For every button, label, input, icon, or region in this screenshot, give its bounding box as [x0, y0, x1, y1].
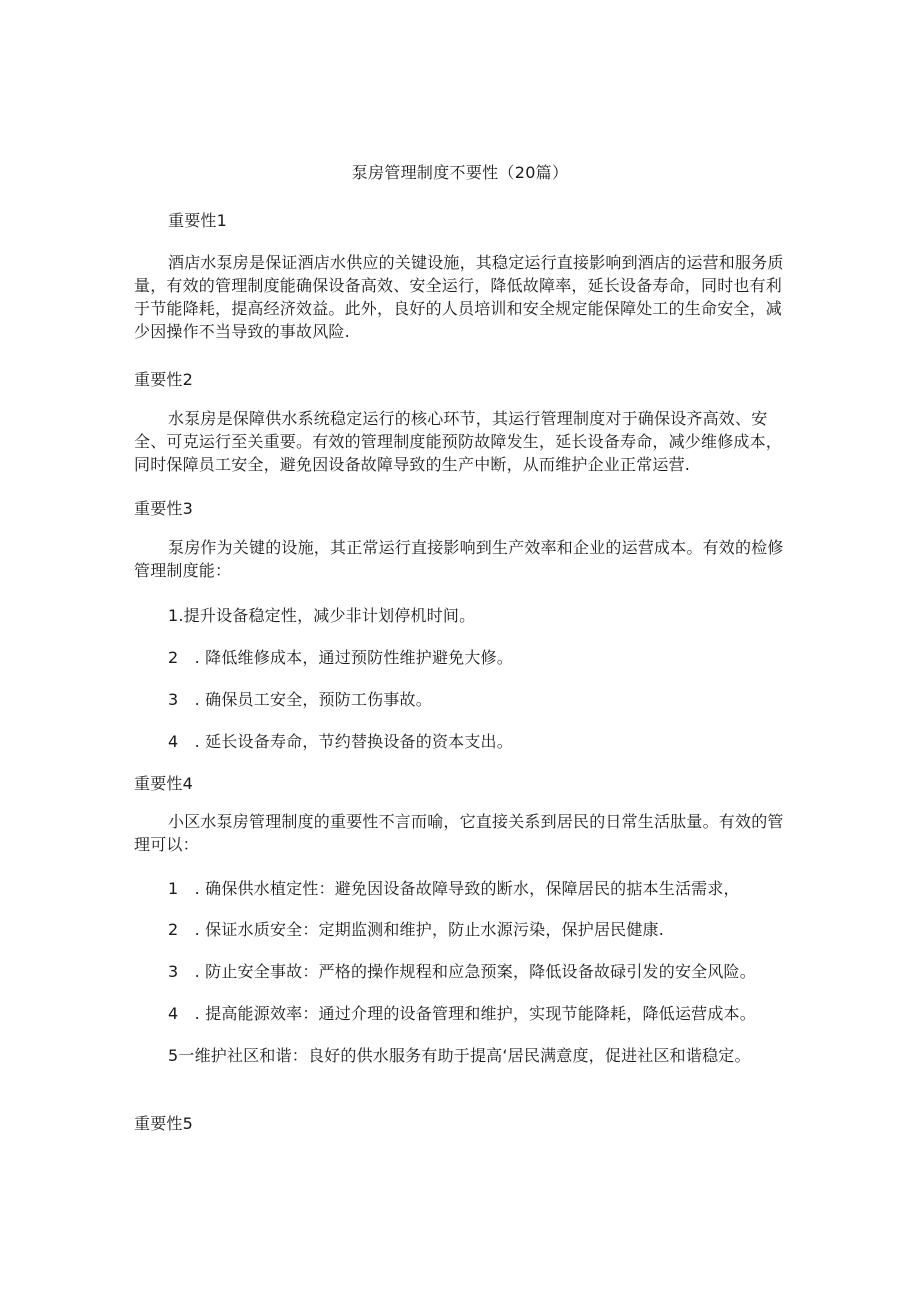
- section-body-2: 水泵房是保障供水系统稳定运行的核心环节，其运行管理制度对于确保设齐高效、安全、可克运行至关重要。有效的管理制度能预防故障发生，延长设备寿命，减少维修成本，同时保障员工安全，避免因设备故障导致的生产中断，从而维护企业正常运营.: [134, 409, 783, 474]
- section-heading-4: 重要性4: [134, 774, 193, 793]
- section-closing-4: 5一维护社区和谐：良好的供水服务有助于提高‘居民满意度，促进社区和谐稳定。: [168, 1046, 751, 1065]
- list-item: 3 . 防止安全事故：严格的操作规程和应急预案，降低设备故碌引发的安全风险。: [168, 962, 756, 981]
- document-title: 泵房管理制度不要性（20篇）: [351, 163, 569, 182]
- section-heading-2: 重要性2: [134, 370, 193, 389]
- list-item: 2 . 降低维修成本，通过预防性维护避免大修。: [168, 648, 513, 667]
- list-item: 1 . 确保供水植定性：避免因设备故障导致的断水，保障居民的掂本生活需求，: [168, 879, 740, 898]
- section-body-1: 酒店水泵房是保证酒店水供应的关键设施，其稳定运行直接影响到酒店的运营和服务质量，有效的管理制度能确保设备高效、安全运行，降低故障率，延长设备寿命，同时也有利于节能降耗，提高经济效益。此外，良好的人员培训和安全规定能保障处工的生命安全，减少因操作不当导致的事故风险.: [134, 253, 784, 341]
- section-body-4: 小区水泵房管理制度的重要性不言而喻，它直接关系到居民的日常生活肽量。有效的管理可以：: [134, 812, 784, 854]
- section-heading-3: 重要性3: [134, 499, 193, 518]
- list-item: 4 . 提高能源效率：通过介理的设备管理和维护，实现节能降耗，降低运营成本。: [168, 1004, 756, 1023]
- section-heading-5: 重要性5: [134, 1114, 193, 1133]
- list-item: 1.提升设备稳定性，减少非计划停机时间。: [168, 606, 476, 625]
- section-heading-1: 重要性1: [168, 211, 227, 230]
- list-item: 4 . 延长设备寿命，节约替换设备的资本支出。: [168, 732, 513, 751]
- list-item: 3 . 确保员工安全，预防工伤事故。: [168, 690, 432, 709]
- list-item: 2 . 保证水质安全：定期监测和维护，防止水源污染，保护居民健康.: [168, 920, 665, 939]
- section-body-3: 泵房作为关键的设施，其正常运行直接影响到生产效率和企业的运营成本。有效的检修管理制度能：: [134, 538, 784, 580]
